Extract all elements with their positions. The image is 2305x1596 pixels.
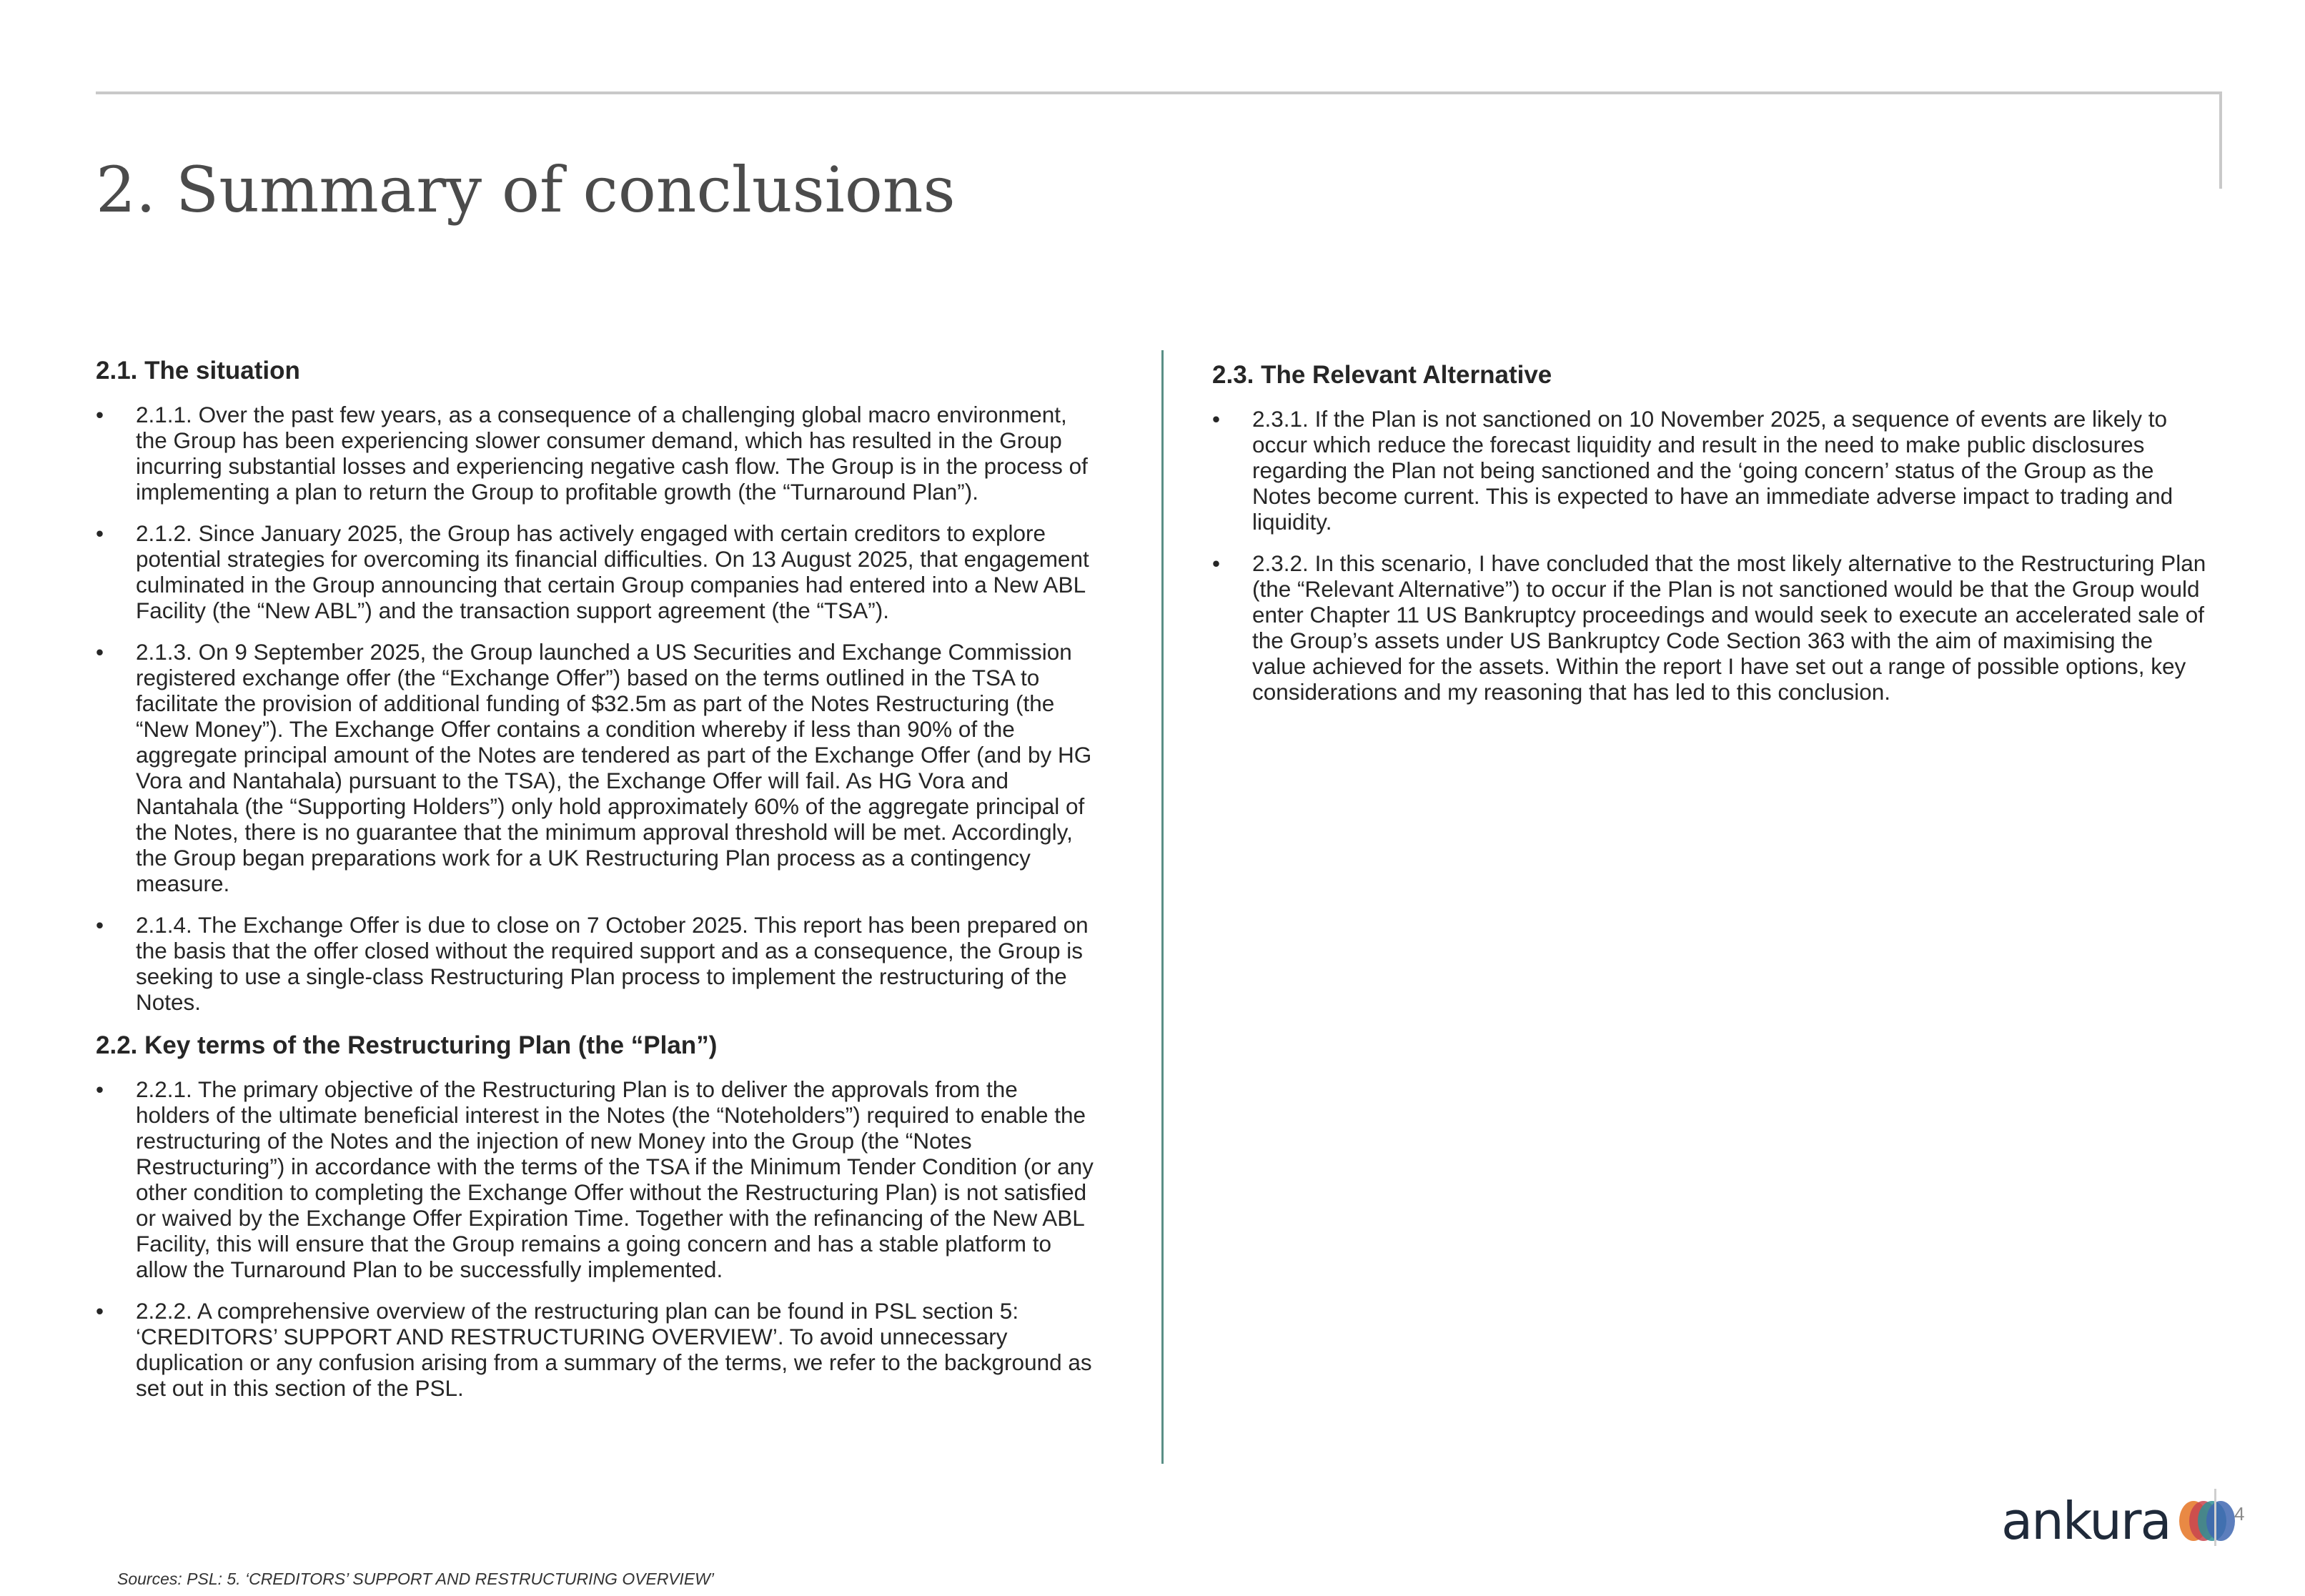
section-heading-relevant-alternative: 2.3. The Relevant Alternative [1212, 361, 1552, 389]
logo-wordmark: ankura [2001, 1491, 2171, 1551]
page-number: 4 [2234, 1503, 2245, 1525]
list-item-text: 2.3.1. If the Plan is not sanctioned on 10 November 2025, a sequence of events are likely to occur which reduce the forecast liquidity and result in the need to make public disclosures regarding the Plan not being sanctioned and the ‘going concern’ status of the Group as the Notes become current. This is expected to have an immediate adverse impact to trading and liquidity. [1252, 406, 2173, 535]
sources-note: Sources: PSL: 5. ‘CREDITORS’ SUPPORT AND RESTRUCTURING OVERVIEW’ [117, 1570, 714, 1588]
list-item-text: 2.2.1. The primary objective of the Restructuring Plan is to deliver the approvals from the holders of the ultimate beneficial interest in the Notes (the “Noteholders”) required to enable the restructuring of the Notes and the injection of new Money into the Group (the “Notes Restructuring”) in accordance with the terms of the TSA if the Minimum Tender Condition (or any other condition to completing the Exchange Offer without the Restructuring Plan) is not satisfied or waived by the Exchange Offer Expiration Time. Together with the refinancing of the New ABL Facility, this will ensure that the Group remains a going concern and has a stable platform to allow the Turnaround Plan to be successfully implemented. [136, 1076, 1094, 1282]
right-column [1212, 360, 2213, 720]
list-item [96, 520, 1096, 623]
list-item-text: 2.1.4. The Exchange Offer is due to close on 7 October 2025. This report has been prepared on the basis that the offer closed without the required support and as a consequence, the Group is seeking to use a single-class Restructuring Plan process to implement the restructuring of the Notes. [136, 912, 1089, 1015]
list-item [96, 912, 1096, 1015]
column-divider [1161, 350, 1164, 1464]
list-item-text: 2.3.2. In this scenario, I have concluded that the most likely alternative to the Restructuring Plan (the “Relevant Alternative”) to occur if the Plan is not sanctioned would be that the Group would enter Chapter 11 US Bankruptcy proceedings and would seek to execute an accelerated sale of the Group’s assets under US Bankruptcy Code Section 363 with the aim of maximising the value achieved for the assets. Within the report I have set out a range of possible options, key considerations and my reasoning that has led to this conclusion. [1252, 550, 2206, 705]
header-rule [96, 91, 2222, 94]
section-heading-situation: 2.1. The situation [96, 357, 300, 385]
bullet: • [96, 520, 104, 546]
section-heading-key-terms: 2.2. Key terms of the Restructuring Plan (the “Plan”) [96, 1031, 718, 1059]
list-item [1212, 550, 2213, 705]
header-corner-rule [2219, 91, 2222, 189]
logo-circles-icon [2176, 1498, 2238, 1544]
list-item-text: 2.1.1. Over the past few years, as a consequence of a challenging global macro environment, the Group has been experiencing slower consumer demand, which has resulted in the Group incurring substantial losses and experiencing negative cash flow. The Group is in the process of implementing a plan to return the Group to profitable growth (the “Turnaround Plan”). [136, 402, 1088, 505]
bullet: • [1212, 550, 1221, 576]
list-item-text: 2.1.3. On 9 September 2025, the Group launched a US Securities and Exchange Commission registered exchange offer (the “Exchange Offer”) based on the terms outlined in the TSA to facilitate the provision of additional funding of $32.5m as part of the Notes Restructuring (the “New Money”). The Exchange Offer contains a condition whereby if less than 90% of the aggregate principal amount of the Notes are tendered as part of the Exchange Offer (and by HG Vora and Nantahala) pursuant to the TSA), the Exchange Offer will fail. As HG Vora and Nantahala (the “Supporting Holders”) only hold approximately 60% of the aggregate principal of the Notes, there is no guarantee that the minimum approval threshold will be met. Accordingly, the Group began preparations work for a UK Restructuring Plan process as a contingency measure. [136, 639, 1092, 896]
page-title: 2. Summary of conclusions [96, 153, 956, 227]
key-terms-list [96, 1076, 1096, 1401]
relevant-alternative-list [1212, 406, 2213, 705]
bullet: • [96, 1076, 104, 1102]
bullet: • [96, 1298, 104, 1324]
list-item-text: 2.2.2. A comprehensive overview of the restructuring plan can be found in PSL section 5: ‘CREDITORS’ SUPPORT AND RESTRUCTURING OVERVIEW’. To avoid unnecessary duplication or any confusion arising from a summary of the terms, we refer to the background as set out in this section of the PSL. [136, 1298, 1092, 1401]
list-item [96, 402, 1096, 505]
list-item [96, 1076, 1096, 1282]
footer-divider [2214, 1489, 2216, 1546]
situation-list [96, 402, 1096, 1015]
bullet: • [96, 639, 104, 665]
left-column [96, 356, 1096, 1417]
list-item [96, 1298, 1096, 1401]
list-item-text: 2.1.2. Since January 2025, the Group has actively engaged with certain creditors to explore potential strategies for overcoming its financial difficulties. On 13 August 2025, that engagement culminated in the Group announcing that certain Group companies had entered into a New ABL Facility (the “New ABL”) and the transaction support agreement (the “TSA”). [136, 520, 1089, 623]
list-item [1212, 406, 2213, 535]
bullet: • [1212, 406, 1221, 432]
list-item [96, 639, 1096, 896]
bullet: • [96, 402, 104, 427]
ankura-logo [2001, 1492, 2238, 1550]
bullet: • [96, 912, 104, 938]
